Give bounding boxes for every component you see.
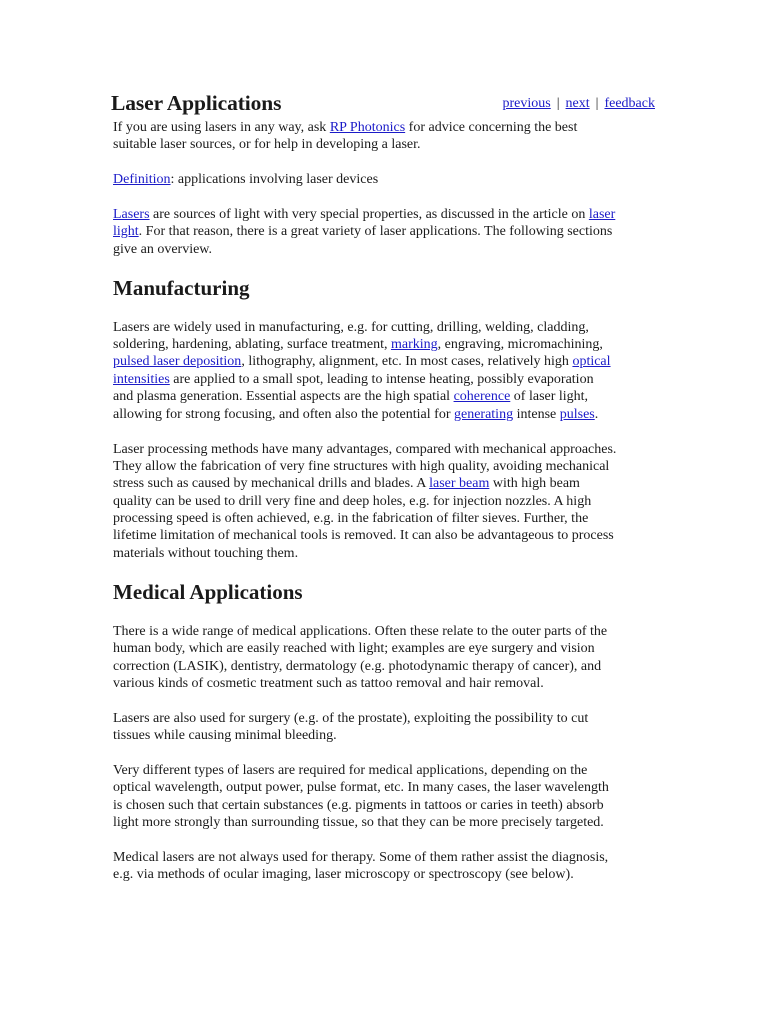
mfg-p2-line-2: They allow the fabrication of very fine structures with high quality, avoiding mechanical [113,459,610,474]
nav-separator: | [556,96,560,111]
mfg-p2-line-3: stress such as caused by mechanical drills and blades. A laser beam with high beam [113,476,580,491]
rp-photonics-link[interactable]: RP Photonics [329,120,406,135]
med-p2-line-2: tissues while causing minimal bleeding. [113,728,337,743]
med-p3-line-2: optical wavelength, output power, pulse format, etc. In many cases, the laser wavelength [113,780,609,795]
med-p1-line-1: There is a wide range of medical applications. Often these relate to the outer parts of the [113,624,608,639]
next-link[interactable]: next [565,96,590,111]
pulsed-laser-deposition-link[interactable]: pulsed laser deposition [113,354,242,369]
page-title: Laser Applications [111,91,282,115]
mfg-p2-line-6: lifetime limitation of mechanical tools is removed. It can also be advantageous to process [113,528,614,543]
mfg-p1-line-3: pulsed laser deposition, lithography, alignment, etc. In most cases, relatively high optical [113,354,611,369]
pulses-link[interactable]: pulses [559,407,595,422]
med-p4-line-2: e.g. via methods of ocular imaging, laser microscopy or spectroscopy (see below). [113,867,574,882]
med-p1-line-3: correction (LASIK), dentistry, dermatology (e.g. photodynamic therapy of cancer), and [113,659,602,674]
definition-link[interactable]: Definition [113,172,171,187]
mfg-p2-line-4: quality can be used to drill very fine and deep holes, e.g. for injection nozzles. A high [113,494,592,509]
generating-link[interactable]: generating [453,407,514,422]
med-p2-line-1: Lasers are also used for surgery (e.g. of the prostate), exploiting the possibility to cut [113,711,589,726]
mfg-p1-line-2: soldering, hardening, ablating, surface treatment, marking, engraving, micromachining, [113,337,603,352]
previous-link[interactable]: previous [502,96,551,111]
top-navigation [503,96,655,112]
med-p3-line-1: Very different types of lasers are required for medical applications, depending on the [113,763,588,778]
marking-link[interactable]: marking [390,337,438,352]
lasers-link[interactable]: Lasers [113,207,150,222]
med-p1-line-2: human body, which are easily reached with light; examples are eye surgery and vision [113,641,595,656]
mfg-p2-line-1: Laser processing methods have many advantages, compared with mechanical approaches. [113,442,617,457]
med-p3-line-4: light more strongly than surrounding tissue, so that they can be more precisely targeted. [113,815,604,830]
mfg-p1-line-6: allowing for strong focusing, and often also the potential for generating intense pulses. [113,407,599,422]
definition-line: Definition: applications involving laser devices [113,172,379,187]
med-p1-line-4: various kinds of cosmetic treatment such as tattoo removal and hair removal. [113,676,544,691]
medical-heading: Medical Applications [113,580,303,604]
laser-light-link[interactable]: laser [588,207,616,222]
manufacturing-heading: Manufacturing [113,276,250,300]
med-p4-line-1: Medical lasers are not always used for therapy. Some of them rather assist the diagnosis, [113,850,609,865]
lasers-para-line-3: give an overview. [113,242,212,257]
coherence-link[interactable]: coherence [453,389,511,404]
laser-beam-link[interactable]: laser beam [429,476,490,491]
lasers-para-line-1: Lasers are sources of light with very special properties, as discussed in the article on laser [113,207,616,222]
nav-separator: | [595,96,599,111]
mfg-p1-line-4: intensities are applied to a small spot, leading to intense heating, possibly evaporation [113,372,594,387]
lasers-para-line-2: light. For that reason, there is a great variety of laser applications. The following sections [113,224,613,239]
mfg-p1-line-5: and plasma generation. Essential aspects are the high spatial coherence of laser light, [113,389,589,404]
optical-intensities-link-cont[interactable]: intensities [113,372,170,387]
feedback-link[interactable]: feedback [604,96,655,111]
mfg-p2-line-7: materials without touching them. [113,546,299,561]
intro-line-1: If you are using lasers in any way, ask RP Photonics for advice concerning the best [113,120,578,135]
intro-line-2: suitable laser sources, or for help in developing a laser. [113,137,421,152]
mfg-p1-line-1: Lasers are widely used in manufacturing, e.g. for cutting, drilling, welding, cladding, [113,320,589,335]
med-p3-line-3: is chosen such that certain substances (e.g. pigments in tattoos or caries in teeth) absorb [113,798,604,813]
laser-light-link-cont[interactable]: light [113,224,139,239]
optical-intensities-link[interactable]: optical [572,354,611,369]
mfg-p2-line-5: processing speed is often achieved, e.g. in the fabrication of filter sieves. Further, the [113,511,589,526]
